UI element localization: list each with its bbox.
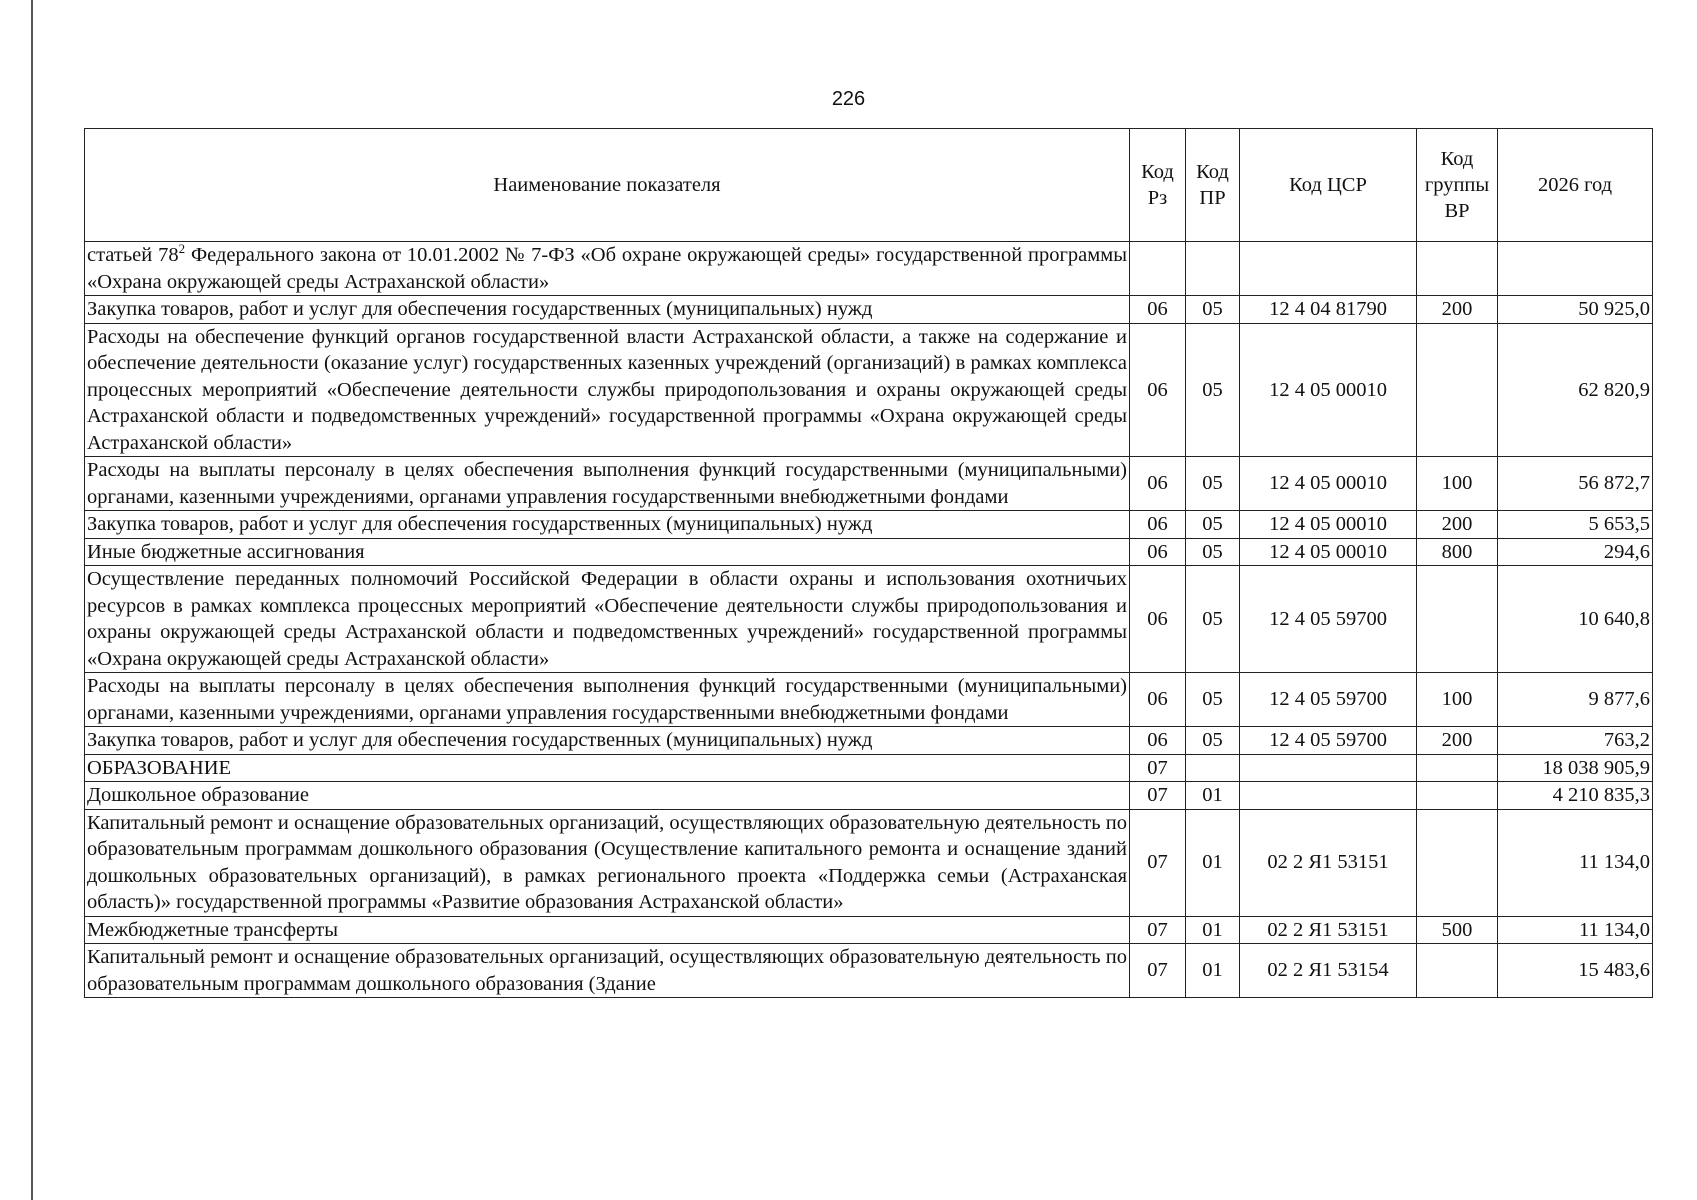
- table-row: [85, 673, 1653, 727]
- row-name: Расходы на выплаты персоналу в целях обеспечения выполнения функций государственными (муниципальными) органами, казенными учреждениями, органами управления государственными внебюджетными фондами: [85, 457, 1130, 511]
- row-rz: 07: [1130, 782, 1186, 810]
- row-vr: [1417, 566, 1498, 673]
- row-sum: 10 640,8: [1498, 566, 1653, 673]
- row-pr: 05: [1186, 538, 1240, 566]
- row-rz: [1130, 242, 1186, 296]
- row-pr: 05: [1186, 673, 1240, 727]
- row-rz: 07: [1130, 944, 1186, 998]
- row-sum: 50 925,0: [1498, 296, 1653, 324]
- row-sum: 56 872,7: [1498, 457, 1653, 511]
- row-sum: 5 653,5: [1498, 511, 1653, 539]
- row-csr: [1240, 754, 1417, 782]
- row-rz: 06: [1130, 538, 1186, 566]
- row-pr: 05: [1186, 566, 1240, 673]
- header-rz: Код Рз: [1130, 129, 1186, 242]
- table-row: [85, 727, 1653, 755]
- row-vr: 500: [1417, 916, 1498, 944]
- row-name: Закупка товаров, работ и услуг для обеспечения государственных (муниципальных) нужд: [85, 296, 1130, 324]
- row-rz: 06: [1130, 323, 1186, 457]
- row-sum: 11 134,0: [1498, 809, 1653, 916]
- row-csr: 02 2 Я1 53151: [1240, 809, 1417, 916]
- row-vr: [1417, 809, 1498, 916]
- row-name: Осуществление переданных полномочий Российской Федерации в области охраны и использования охотничьих ресурсов в рамках комплекса процессных мероприятий «Обеспечение деятельности службы природопользования и охраны окружающей среды Астраханской области и подведомственных учреждений» государственной программы «Охрана окружающей среды Астраханской области»: [85, 566, 1130, 673]
- row-vr: [1417, 323, 1498, 457]
- row-name: Капитальный ремонт и оснащение образовательных организаций, осуществляющих образовательную деятельность по образовательным программам дошкольного образования (Здание: [85, 944, 1130, 998]
- row-name: Межбюджетные трансферты: [85, 916, 1130, 944]
- row-vr: 200: [1417, 511, 1498, 539]
- row-name: Расходы на обеспечение функций органов государственной власти Астраханской области, а также на содержание и обеспечение деятельности (оказание услуг) государственных казенных учреждений (организаций) в рамках комплекса процессных мероприятий «Обеспечение деятельности службы природопользования и охраны окружающей среды Астраханской области и подведомственных учреждений» государственной программы «Охрана окружающей среды Астраханской области»: [85, 323, 1130, 457]
- table-row: [85, 538, 1653, 566]
- row-rz: 06: [1130, 296, 1186, 324]
- row-csr: 12 4 05 00010: [1240, 323, 1417, 457]
- row-pr: [1186, 242, 1240, 296]
- table-row: [85, 511, 1653, 539]
- row-vr: 800: [1417, 538, 1498, 566]
- row-csr: 12 4 05 59700: [1240, 673, 1417, 727]
- row-csr: 02 2 Я1 53154: [1240, 944, 1417, 998]
- row-pr: 05: [1186, 727, 1240, 755]
- row-sum: 9 877,6: [1498, 673, 1653, 727]
- table-row: [85, 566, 1653, 673]
- row-name: [85, 242, 1130, 296]
- table-row: [85, 242, 1653, 296]
- page-number: 226: [831, 88, 866, 110]
- table-row: [85, 754, 1653, 782]
- row-pr: 01: [1186, 916, 1240, 944]
- row-rz: 06: [1130, 673, 1186, 727]
- row-sum: 18 038 905,9: [1498, 754, 1653, 782]
- table-row: [85, 323, 1653, 457]
- row-sum: 763,2: [1498, 727, 1653, 755]
- header-vr: Код группы ВР: [1417, 129, 1498, 242]
- budget-table: [84, 128, 1653, 998]
- row-name: Закупка товаров, работ и услуг для обеспечения государственных (муниципальных) нужд: [85, 511, 1130, 539]
- row-rz: 07: [1130, 916, 1186, 944]
- row-csr: 12 4 05 59700: [1240, 727, 1417, 755]
- row-pr: 01: [1186, 809, 1240, 916]
- table-row: [85, 809, 1653, 916]
- row-vr: 200: [1417, 296, 1498, 324]
- first-row-superscript: 2: [178, 241, 186, 257]
- row-csr: [1240, 782, 1417, 810]
- row-pr: 05: [1186, 457, 1240, 511]
- page-margin-line: [31, 0, 33, 1200]
- row-csr: 12 4 05 59700: [1240, 566, 1417, 673]
- row-csr: 02 2 Я1 53151: [1240, 916, 1417, 944]
- row-rz: 07: [1130, 809, 1186, 916]
- row-rz: 06: [1130, 457, 1186, 511]
- row-pr: 05: [1186, 511, 1240, 539]
- row-vr: [1417, 242, 1498, 296]
- row-vr: 100: [1417, 457, 1498, 511]
- row-name: Иные бюджетные ассигнования: [85, 538, 1130, 566]
- row-pr: 05: [1186, 323, 1240, 457]
- row-vr: [1417, 754, 1498, 782]
- first-row-text-start: статьей 78: [87, 244, 179, 266]
- table-header-row: [85, 129, 1653, 242]
- row-name: ОБРАЗОВАНИЕ: [85, 754, 1130, 782]
- table-row: [85, 916, 1653, 944]
- row-rz: 06: [1130, 511, 1186, 539]
- row-name: Дошкольное образование: [85, 782, 1130, 810]
- row-rz: 06: [1130, 566, 1186, 673]
- row-csr: 12 4 05 00010: [1240, 538, 1417, 566]
- table-row: [85, 782, 1653, 810]
- row-sum: 15 483,6: [1498, 944, 1653, 998]
- row-pr: 01: [1186, 782, 1240, 810]
- row-csr: 12 4 04 81790: [1240, 296, 1417, 324]
- row-vr: [1417, 944, 1498, 998]
- row-sum: 11 134,0: [1498, 916, 1653, 944]
- table-row: [85, 944, 1653, 998]
- row-name: Расходы на выплаты персоналу в целях обеспечения выполнения функций государственными (муниципальными) органами, казенными учреждениями, органами управления государственными внебюджетными фондами: [85, 673, 1130, 727]
- header-year: 2026 год: [1498, 129, 1653, 242]
- row-csr: [1240, 242, 1417, 296]
- row-vr: [1417, 782, 1498, 810]
- row-rz: 07: [1130, 754, 1186, 782]
- row-sum: 4 210 835,3: [1498, 782, 1653, 810]
- row-name: Капитальный ремонт и оснащение образовательных организаций, осуществляющих образовательную деятельность по образовательным программам дошкольного образования (Осуществление капитального ремонта и оснащение зданий дошкольных образовательных организаций), в рамках регионального проекта «Поддержка семьи (Астраханская область)» государственной программы «Развитие образования Астраханской области»: [85, 809, 1130, 916]
- row-csr: 12 4 05 00010: [1240, 457, 1417, 511]
- row-pr: 05: [1186, 296, 1240, 324]
- row-vr: 200: [1417, 727, 1498, 755]
- row-sum: 62 820,9: [1498, 323, 1653, 457]
- row-name: Закупка товаров, работ и услуг для обеспечения государственных (муниципальных) нужд: [85, 727, 1130, 755]
- table-row: [85, 457, 1653, 511]
- row-sum: 294,6: [1498, 538, 1653, 566]
- row-rz: 06: [1130, 727, 1186, 755]
- row-sum: [1498, 242, 1653, 296]
- row-pr: 01: [1186, 944, 1240, 998]
- header-name: Наименование показателя: [85, 129, 1130, 242]
- row-vr: 100: [1417, 673, 1498, 727]
- header-pr: Код ПР: [1186, 129, 1240, 242]
- row-pr: [1186, 754, 1240, 782]
- table-row: [85, 296, 1653, 324]
- first-row-text-end: Федерального закона от 10.01.2002 № 7-ФЗ «Об охране окружающей среды» государственной программы «Охрана окружающей среды Астраханской области»: [87, 244, 1127, 293]
- header-csr: Код ЦСР: [1240, 129, 1417, 242]
- row-csr: 12 4 05 00010: [1240, 511, 1417, 539]
